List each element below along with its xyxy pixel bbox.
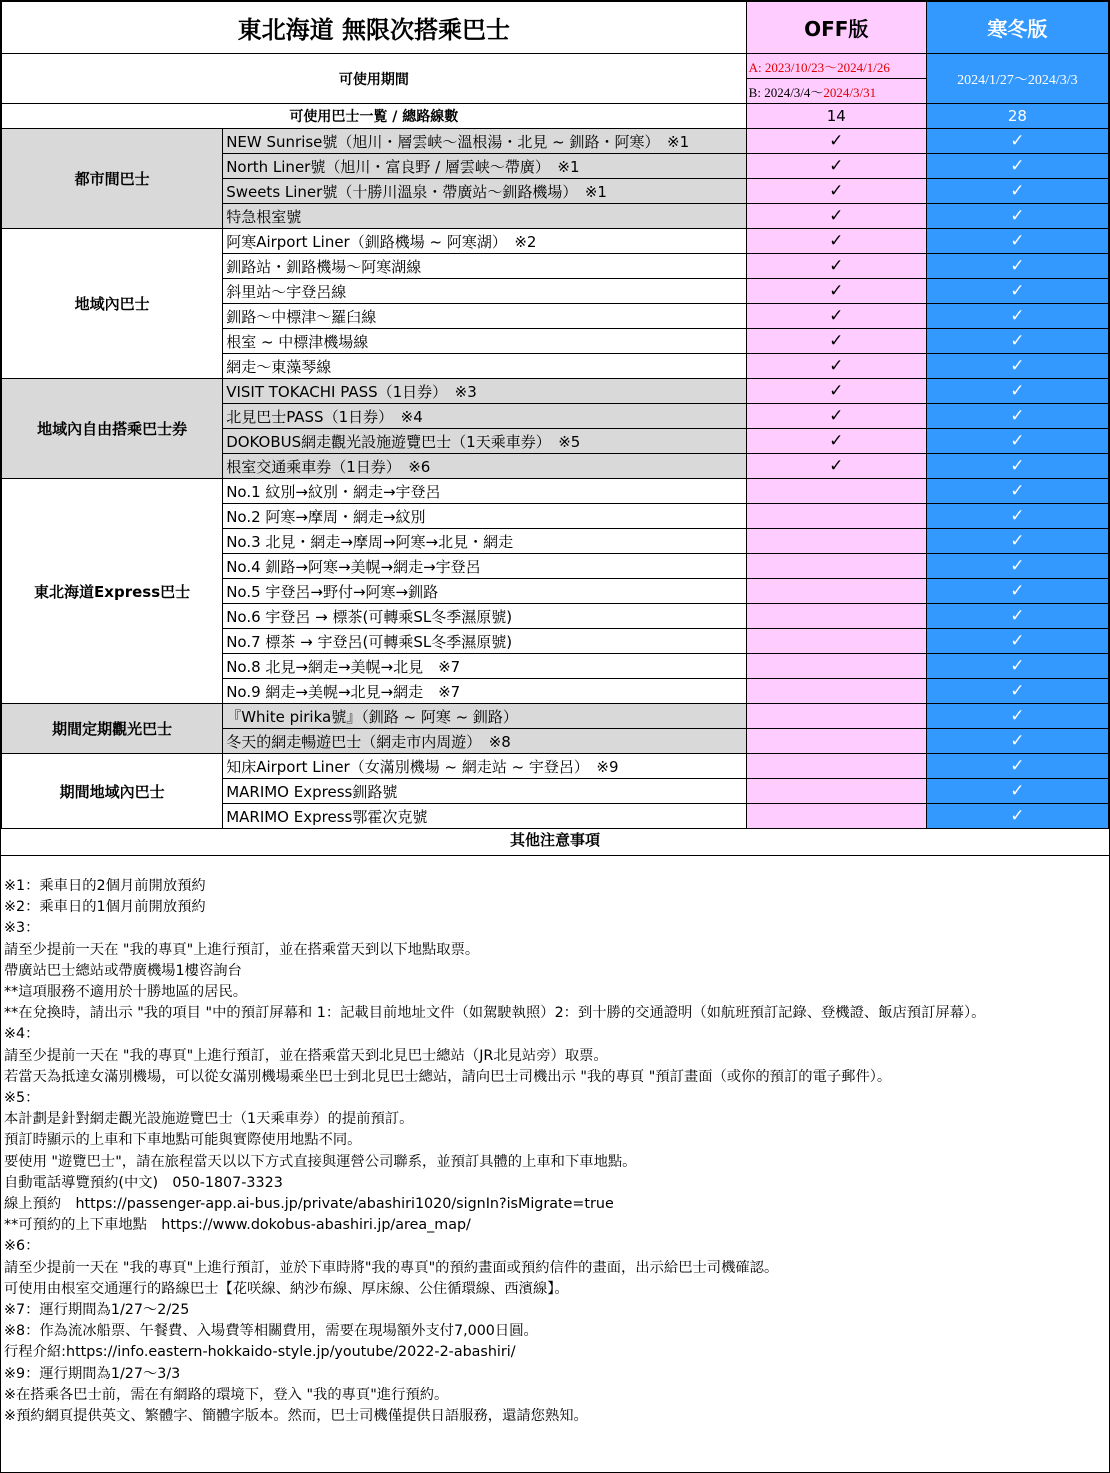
winter-availability-cell: [926, 654, 1108, 679]
off-availability-cell: [746, 229, 926, 254]
category-label: 東北海道Express巴士: [2, 479, 223, 704]
winter-availability-cell: [926, 179, 1108, 204]
check-mark-icon: ✓: [829, 256, 844, 276]
check-mark-icon: ✓: [829, 131, 844, 151]
category-label: 地域內自由搭乘巴士券: [2, 379, 223, 479]
route-label: No.4 釧路→阿寒→美幌→網走→宇登呂: [223, 554, 746, 579]
period-label: 可使用期間: [2, 54, 747, 104]
route-label: No.7 標茶 → 宇登呂(可轉乘SL冬季濕原號): [223, 629, 746, 654]
check-mark-icon: ✓: [1010, 556, 1025, 576]
route-row: [2, 129, 1109, 154]
off-version-header: OFF版: [746, 2, 926, 54]
winter-availability-cell: [926, 579, 1108, 604]
note-line: 預訂時顯示的上車和下車地點可能與實際使用地點不同。: [4, 1132, 362, 1149]
off-availability-cell: [746, 504, 926, 529]
route-label: Sweets Liner號（十勝川溫泉・帶廣站〜釧路機場） ※1: [223, 179, 746, 204]
off-availability-cell: [746, 329, 926, 354]
off-availability-cell: [746, 304, 926, 329]
winter-availability-cell: [926, 379, 1108, 404]
check-mark-icon: ✓: [829, 181, 844, 201]
check-mark-icon: ✓: [1010, 331, 1025, 351]
check-mark-icon: ✓: [1010, 731, 1025, 751]
note-line: 行程介紹:https://info.eastern-hokkaido-style.jp/youtube/2022-2-abashiri/: [4, 1344, 516, 1361]
off-period-a: [746, 54, 926, 79]
note-line: 要使用 "遊覽巴士"，請在旅程當天以以下方式直接與運營公司聯系，並預訂具體的上車和下車地點。: [4, 1153, 637, 1170]
off-availability-cell: [746, 604, 926, 629]
check-mark-icon: ✓: [1010, 706, 1025, 726]
route-label: 釧路～中標津～羅臼線: [223, 304, 746, 329]
sheet-title: 東北海道 無限次搭乘巴士: [2, 2, 747, 54]
off-availability-cell: [746, 404, 926, 429]
note-line: **在兌換時，請出示 "我的項目 "中的預訂屏幕和 1：記載目前地址文件（如駕駛執照）2：到十勝的交通證明（如航班預訂記錄、登機證、飯店預訂屏幕）。: [4, 1005, 986, 1022]
route-label: 斜里站～宇登呂線: [223, 279, 746, 304]
note-line: ※1：乘車日的2個月前開放預約: [4, 878, 206, 894]
note-line: 可使用由根室交通運行的路線巴士【花咲線、納沙布線、厚床線、公住循環線、西濱線】。: [4, 1280, 569, 1297]
off-availability-cell: [746, 729, 926, 754]
route-label: 網走～東藻琴線: [223, 354, 746, 379]
check-mark-icon: ✓: [1010, 631, 1025, 651]
category-label: 期間定期觀光巴士: [2, 704, 223, 754]
note-line: 若當天為抵達女滿別機場，可以從女滿別機場乘坐巴士到北見巴士總站，請向巴士司機出示 "我的專頁 "預訂畫面（或你的預訂的電子郵件）。: [4, 1068, 892, 1085]
winter-availability-cell: [926, 604, 1108, 629]
notes-section: [1, 829, 1109, 1427]
note-line: 請至少提前一天在 "我的專頁"上進行預訂，並在搭乘當天到以下地點取票。: [4, 941, 480, 958]
winter-availability-cell: [926, 479, 1108, 504]
winter-availability-cell: [926, 329, 1108, 354]
winter-availability-cell: [926, 629, 1108, 654]
check-mark-icon: ✓: [829, 331, 844, 351]
note-line: ※7：運行期間為1/27～2/25: [4, 1302, 190, 1319]
route-count-label: 可使用巴士一覧 / 總路線數: [2, 104, 747, 129]
notes-body: [1, 856, 1109, 1427]
off-availability-cell: [746, 154, 926, 179]
note-line: **可預約的上下車地點 https://www.dokobus-abashiri.jp/area_map/: [4, 1217, 471, 1234]
winter-availability-cell: [926, 129, 1108, 154]
winter-route-count: 28: [926, 104, 1108, 129]
route-label: 釧路站・釧路機場～阿寒湖線: [223, 254, 746, 279]
off-availability-cell: [746, 679, 926, 704]
off-availability-cell: [746, 704, 926, 729]
off-availability-cell: [746, 129, 926, 154]
note-line: 本計劃是針對網走觀光設施遊覽巴士（1天乘車券）的提前預訂。: [4, 1111, 414, 1128]
route-label: No.6 宇登呂 → 標茶(可轉乘SL冬季濕原號): [223, 604, 746, 629]
check-mark-icon: ✓: [1010, 781, 1025, 801]
check-mark-icon: ✓: [1010, 281, 1025, 301]
note-line: ※5：: [4, 1090, 40, 1107]
route-label: 知床Airport Liner（女滿別機場 ~ 網走站 ~ 宇登呂） ※9: [223, 754, 746, 779]
route-label: 根室交通乘車券（1日券） ※6: [223, 454, 746, 479]
off-availability-cell: [746, 254, 926, 279]
route-label: No.8 北見→網走→美幌→北見 ※7: [223, 654, 746, 679]
off-period-a-prefix: A:: [748, 59, 765, 75]
winter-availability-cell: [926, 304, 1108, 329]
check-mark-icon: ✓: [829, 381, 844, 401]
winter-availability-cell: [926, 454, 1108, 479]
route-label: MARIMO Express鄂霍次克號: [223, 804, 746, 829]
off-period-b: [746, 79, 926, 104]
note-line: ※預約網頁提供英文、繁體字、簡體字版本。然而，巴士司機僅提供日語服務，還請您熟知。: [4, 1408, 588, 1425]
check-mark-icon: ✓: [1010, 681, 1025, 701]
winter-version-header: 寒冬版: [926, 2, 1108, 54]
check-mark-icon: ✓: [829, 281, 844, 301]
winter-availability-cell: [926, 529, 1108, 554]
route-row: [2, 754, 1109, 779]
route-label: 北見巴士PASS（1日券） ※4: [223, 404, 746, 429]
winter-availability-cell: [926, 804, 1108, 829]
off-availability-cell: [746, 279, 926, 304]
check-mark-icon: ✓: [829, 406, 844, 426]
winter-availability-cell: [926, 279, 1108, 304]
check-mark-icon: ✓: [1010, 406, 1025, 426]
off-availability-cell: [746, 204, 926, 229]
check-mark-icon: ✓: [1010, 531, 1025, 551]
winter-availability-cell: [926, 779, 1108, 804]
check-mark-icon: ✓: [1010, 431, 1025, 451]
route-label: 特急根室號: [223, 204, 746, 229]
note-line: ※6：: [4, 1238, 40, 1255]
note-line: ※在搭乘各巴士前，需在有網路的環境下，登入 "我的專頁"進行預約。: [4, 1386, 449, 1403]
check-mark-icon: ✓: [1010, 581, 1025, 601]
off-availability-cell: [746, 629, 926, 654]
route-label: 根室 ~ 中標津機場線: [223, 329, 746, 354]
off-period-a-range: 2023/10/23〜2024/1/26: [764, 59, 890, 75]
note-line: ※3：: [4, 920, 40, 937]
winter-availability-cell: [926, 504, 1108, 529]
check-mark-icon: ✓: [1010, 306, 1025, 326]
note-line: ※2：乘車日的1個月前開放預約: [4, 899, 206, 916]
note-line: ※4：: [4, 1026, 40, 1043]
off-availability-cell: [746, 779, 926, 804]
check-mark-icon: ✓: [1010, 656, 1025, 676]
winter-availability-cell: [926, 354, 1108, 379]
winter-availability-cell: [926, 729, 1108, 754]
off-period-b-end: 2024/3/31: [823, 84, 877, 100]
note-line: 自動電話導覽預約(中文) 050-1807-3323: [4, 1174, 283, 1191]
comparison-table: [1, 1, 1109, 829]
off-availability-cell: [746, 429, 926, 454]
check-mark-icon: ✓: [1010, 506, 1025, 526]
check-mark-icon: ✓: [1010, 456, 1025, 476]
off-availability-cell: [746, 454, 926, 479]
winter-availability-cell: [926, 429, 1108, 454]
route-label: No.3 北見・網走→摩周→阿寒→北見・網走: [223, 529, 746, 554]
route-row: [2, 479, 1109, 504]
check-mark-icon: ✓: [829, 206, 844, 226]
route-label: North Liner號（旭川・富良野 / 層雲峡〜帶廣） ※1: [223, 154, 746, 179]
notes-title: 其他注意事項: [1, 829, 1109, 856]
route-row: [2, 704, 1109, 729]
note-line: 帶廣站巴士總站或帶廣機場1樓咨詢台: [4, 962, 242, 979]
route-label: 阿寒Airport Liner（釧路機場 ~ 阿寒湖） ※2: [223, 229, 746, 254]
check-mark-icon: ✓: [1010, 356, 1025, 376]
winter-availability-cell: [926, 754, 1108, 779]
route-label: No.9 網走→美幌→北見→網走 ※7: [223, 679, 746, 704]
check-mark-icon: ✓: [829, 306, 844, 326]
off-availability-cell: [746, 529, 926, 554]
winter-availability-cell: [926, 254, 1108, 279]
off-availability-cell: [746, 379, 926, 404]
winter-availability-cell: [926, 554, 1108, 579]
off-availability-cell: [746, 354, 926, 379]
check-mark-icon: ✓: [1010, 156, 1025, 176]
check-mark-icon: ✓: [1010, 231, 1025, 251]
route-row: [2, 379, 1109, 404]
check-mark-icon: ✓: [829, 431, 844, 451]
category-label: 期間地域內巴士: [2, 754, 223, 829]
route-row: [2, 229, 1109, 254]
off-availability-cell: [746, 579, 926, 604]
route-label: No.1 紋別→紋別・網走→宇登呂: [223, 479, 746, 504]
off-period-b-start: B: 2024/3/4〜: [748, 84, 824, 100]
off-availability-cell: [746, 754, 926, 779]
check-mark-icon: ✓: [1010, 206, 1025, 226]
note-line: 請至少提前一天在 "我的專頁"上進行預訂，並於下車時將"我的專頁"的預約畫面或預約信件的畫面，出示給巴士司機確認。: [4, 1259, 779, 1276]
route-label: 冬天的網走暢遊巴士（網走市内周遊） ※8: [223, 729, 746, 754]
note-line: ※8：作為流冰船票、午餐費、入場費等相關費用，需要在現場額外支付7,000日圓。: [4, 1323, 538, 1340]
check-mark-icon: ✓: [1010, 481, 1025, 501]
category-label: 地域內巴士: [2, 229, 223, 379]
winter-availability-cell: [926, 404, 1108, 429]
route-label: No.5 宇登呂→野付→阿寒→釧路: [223, 579, 746, 604]
winter-availability-cell: [926, 204, 1108, 229]
check-mark-icon: ✓: [1010, 256, 1025, 276]
category-label: 都市間巴士: [2, 129, 223, 229]
off-route-count: 14: [746, 104, 926, 129]
check-mark-icon: ✓: [829, 456, 844, 476]
winter-availability-cell: [926, 229, 1108, 254]
winter-availability-cell: [926, 679, 1108, 704]
note-line: 線上預約 https://passenger-app.ai-bus.jp/private/abashiri1020/signIn?isMigrate=true: [4, 1196, 614, 1213]
route-label: MARIMO Express釧路號: [223, 779, 746, 804]
check-mark-icon: ✓: [829, 156, 844, 176]
check-mark-icon: ✓: [829, 231, 844, 251]
off-availability-cell: [746, 479, 926, 504]
route-label: VISIT TOKACHI PASS（1日券） ※3: [223, 379, 746, 404]
route-label: 『White pirika號』（釧路 ~ 阿寒 ~ 釧路）: [223, 704, 746, 729]
off-availability-cell: [746, 554, 926, 579]
note-line: 請至少提前一天在 "我的專頁"上進行預訂，並在搭乘當天到北見巴士總站（JR北見站旁）取票。: [4, 1047, 608, 1064]
note-line: ※9：運行期間為1/27～3/3: [4, 1365, 181, 1382]
route-label: NEW Sunrise號（旭川・層雲峡〜溫根湯・北見 ~ 釧路・阿寒） ※1: [223, 129, 746, 154]
winter-availability-cell: [926, 704, 1108, 729]
check-mark-icon: ✓: [1010, 181, 1025, 201]
winter-availability-cell: [926, 154, 1108, 179]
check-mark-icon: ✓: [1010, 131, 1025, 151]
off-availability-cell: [746, 804, 926, 829]
check-mark-icon: ✓: [1010, 381, 1025, 401]
check-mark-icon: ✓: [1010, 806, 1025, 826]
note-line: **這項服務不適用於十勝地區的居民。: [4, 984, 248, 1001]
check-mark-icon: ✓: [1010, 756, 1025, 776]
check-mark-icon: ✓: [1010, 606, 1025, 626]
off-availability-cell: [746, 179, 926, 204]
off-availability-cell: [746, 654, 926, 679]
check-mark-icon: ✓: [829, 356, 844, 376]
route-label: DOKOBUS網走觀光設施遊覽巴士（1天乘車券） ※5: [223, 429, 746, 454]
route-label: No.2 阿寒→摩周・網走→紋別: [223, 504, 746, 529]
winter-period: 2024/1/27〜2024/3/3: [926, 54, 1108, 104]
